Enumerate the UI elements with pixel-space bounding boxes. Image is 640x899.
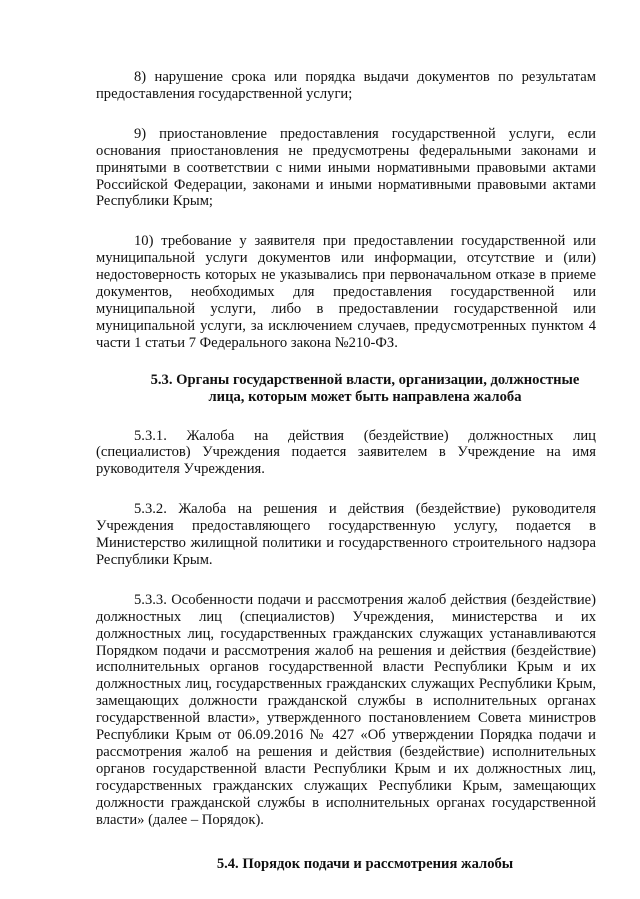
- paragraph-item-9: 9) приостановление предоставления государственной услуги, если основания приостановления не предусмотрены федеральными законами и принятыми в соответствии с ними иными нормативными правовыми актами Российской Федерации, законами и иными нормативными правовыми актами Республики Крым;: [96, 125, 596, 210]
- section-heading-5-3: [96, 372, 596, 406]
- paragraph-item-10: 10) требование у заявителя при предоставлении государственной или муниципальной услуги документов или информации, отсутствие и (или) недостоверность которых не указывались при первоначальном отказе в приеме документов, необходимых для предоставления государственной или муниципальной услуги, либо в предоставлении государственной или муниципальной услуги, за исключением случаев, предусмотренных пунктом 4 части 1 статьи 7 Федерального закона №210-ФЗ.: [96, 233, 596, 351]
- section-heading-5-3-line1: 5.3. Органы государственной власти, организации, должностные: [150, 371, 580, 388]
- section-heading-5-3-line2: лица, которым может быть направлена жалоба: [208, 388, 522, 405]
- section-heading-5-4: 5.4. Порядок подачи и рассмотрения жалобы: [216, 855, 514, 872]
- paragraph-5-3-1: 5.3.1. Жалоба на действия (бездействие) должностных лиц (специалистов) Учреждения подается заявителем в Учреждение на имя руководителя Учреждения.: [96, 427, 596, 478]
- document-body: [96, 69, 596, 892]
- paragraph-item-8: 8) нарушение срока или порядка выдачи документов по результатам предоставления государственной услуги;: [96, 69, 596, 102]
- paragraph-5-3-3: 5.3.3. Особенности подачи и рассмотрения жалоб действия (бездействие) должностных лиц (специалистов) Учреждения, министерства и их должностных лиц, государственных гражданских служащих устанавливаются Порядком подачи и рассмотрения жалоб на решения и действия (бездействие) исполнительных органов государственной власти Республики Крым и их должностных лиц, государственных гражданских служащих Республики Крым, замещающих должности гражданской службы в исполнительных органах государственной власти», утвержденного постановлением Совета министров Республики Крым от 06.09.2016 № 427 «Об утверждении Порядка подачи и рассмотрения жалоб на решения и действия (бездействие) исполнительных органов государственной власти Республики Крым и их должностных лиц, государственных гражданских служащих Республики Крым, замещающих должности гражданской службы в исполнительных органах государственной власти» (далее – Порядок).: [96, 591, 596, 828]
- paragraph-5-3-2: 5.3.2. Жалоба на решения и действия (бездействие) руководителя Учреждения предоставляющего государственную услугу, подается в Министерство жилищной политики и государственного строительного надзора Республики Крым.: [96, 501, 596, 568]
